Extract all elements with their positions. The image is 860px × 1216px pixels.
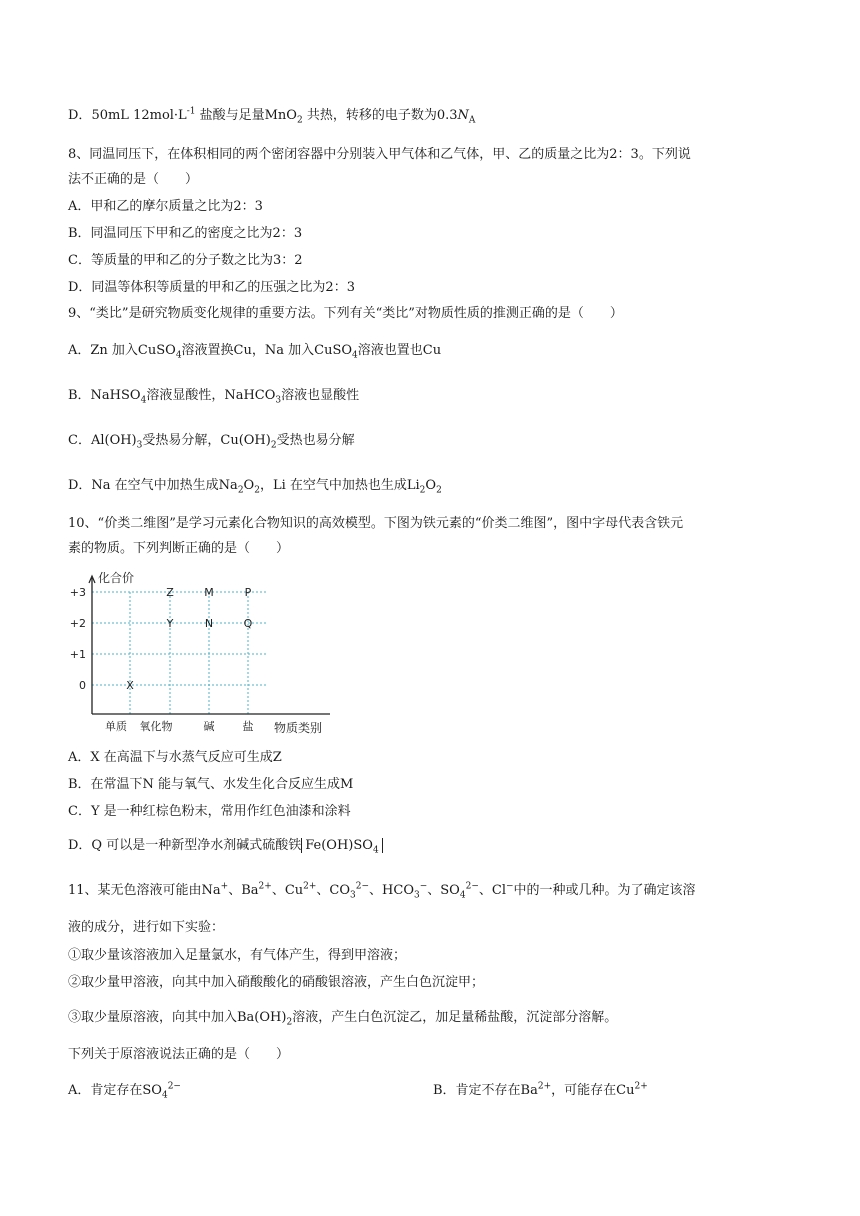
q10-option-b: B．在常温下N 能与氧气、水发生化合反应生成M xyxy=(68,777,354,792)
q9-option-b: B．NaHSO$_4$溶液显酸性，NaHCO$_3$溶液也显酸性 xyxy=(68,388,360,406)
q11-step-1: ①取少量该溶液加入足量氯水，有气体产生，得到甲溶液； xyxy=(68,948,407,963)
q11-stem-line2: 液的成分，进行如下实验： xyxy=(68,920,225,935)
y-tick-label: +2 xyxy=(69,617,86,630)
q10-option-c: C．Y 是一种红棕色粉末，常用作红色油漆和涂料 xyxy=(68,804,351,819)
data-point-m: M xyxy=(204,586,214,599)
data-point-y: Y xyxy=(166,617,174,630)
q8-option-c: C．等质量的甲和乙的分子数之比为3：2 xyxy=(68,253,303,268)
formula-bracket: $Fe(OH)SO_4$ xyxy=(301,838,382,853)
q8-stem-line2: 法不正确的是（ ） xyxy=(68,172,199,187)
y-tick-label: 0 xyxy=(79,679,86,692)
q11-step-3: ③取少量原溶液，向其中加入$Ba(OH)_2$溶液，产生白色沉淀乙，加足量稀盐酸，沉淀部分溶解。 xyxy=(68,1010,618,1028)
data-point-p: P xyxy=(244,586,252,599)
data-point-q: Q xyxy=(243,617,253,630)
q9-option-d: D．Na 在空气中加热生成$Na_2O_2$，Li 在空气中加热也生成$Li_2O_2$ xyxy=(68,478,442,496)
data-point-n: N xyxy=(204,617,214,630)
x-axis-title: 物质类别 xyxy=(273,721,323,735)
q10-stem-line2: 素的物质。下列判断正确的是（ ） xyxy=(68,541,290,556)
q11-option-b: B．肯定不存在$Ba^{2+}$，可能存在$Cu^{2+}$ xyxy=(433,1081,648,1098)
x-tick-label: 盐 xyxy=(242,720,254,733)
data-point-x: X xyxy=(126,679,134,692)
q8-option-b: B．同温同压下甲和乙的密度之比为2：3 xyxy=(68,226,303,241)
q9-stem: 9、“类比”是研究物质变化规律的重要方法。下列有关“类比”对物质性质的推测正确的是（ ） xyxy=(68,306,623,321)
q8-stem-line1: 8、同温同压下，在体积相同的两个密闭容器中分别装入甲气体和乙气体，甲、乙的质量之比为2：3。下列说 xyxy=(68,147,691,162)
y-axis-title: 化合价 xyxy=(98,571,135,585)
q9-option-c: C．$Al(OH)_3$受热易分解，$Cu(OH)_2$受热也易分解 xyxy=(68,433,355,451)
q11-option-a: A．肯定存在$SO_4^{2-}$ xyxy=(68,1081,181,1101)
q11-stem-line1: 11、某无色溶液可能由Na+、$Ba^{2+}$、$Cu^{2+}$、$CO_3^{2-}$、$HCO_3^-$、$SO_4^{2-}$、Cl−中的一种或几种。为了确定该溶 xyxy=(68,881,696,901)
data-point-z: Z xyxy=(166,586,174,599)
x-tick-label: 氧化物 xyxy=(139,720,173,733)
q8-option-a: A．甲和乙的摩尔质量之比为2：3 xyxy=(68,199,263,214)
q10-option-d: D．Q 可以是一种新型净水剂碱式硫酸铁 $Fe(OH)SO_4$ xyxy=(68,836,383,856)
y-tick-label: +3 xyxy=(69,586,86,599)
q10-option-a: A．X 在高温下与水蒸气反应可生成Z xyxy=(68,750,282,765)
q10-stem-line1: 10、“价类二维图”是学习元素化合物知识的高效模型。下图为铁元素的“价类二维图”，图中字母代表含铁元 xyxy=(68,516,684,531)
q8-option-d: D．同温等体积等质量的甲和乙的压强之比为2：3 xyxy=(68,280,355,295)
q11-question: 下列关于原溶液说法正确的是（ ） xyxy=(68,1047,290,1062)
q11-step-2: ②取少量甲溶液，向其中加入硝酸酸化的硝酸银溶液，产生白色沉淀甲； xyxy=(68,975,485,990)
q9-option-a: A．Zn 加入CuSO$_4$溶液置换Cu，Na 加入CuSO$_4$溶液也置也Cu xyxy=(68,343,442,361)
x-tick-label: 单质 xyxy=(105,720,127,733)
y-tick-label: +1 xyxy=(69,648,86,661)
valence-class-chart xyxy=(68,568,348,740)
q7-option-d: D．50mL $12mol\cdot L^{-1}$ 盐酸与足量MnO$_2$ 共热，转移的电子数为$0.3N_A$ xyxy=(68,106,476,126)
x-tick-label: 碱 xyxy=(203,720,215,733)
